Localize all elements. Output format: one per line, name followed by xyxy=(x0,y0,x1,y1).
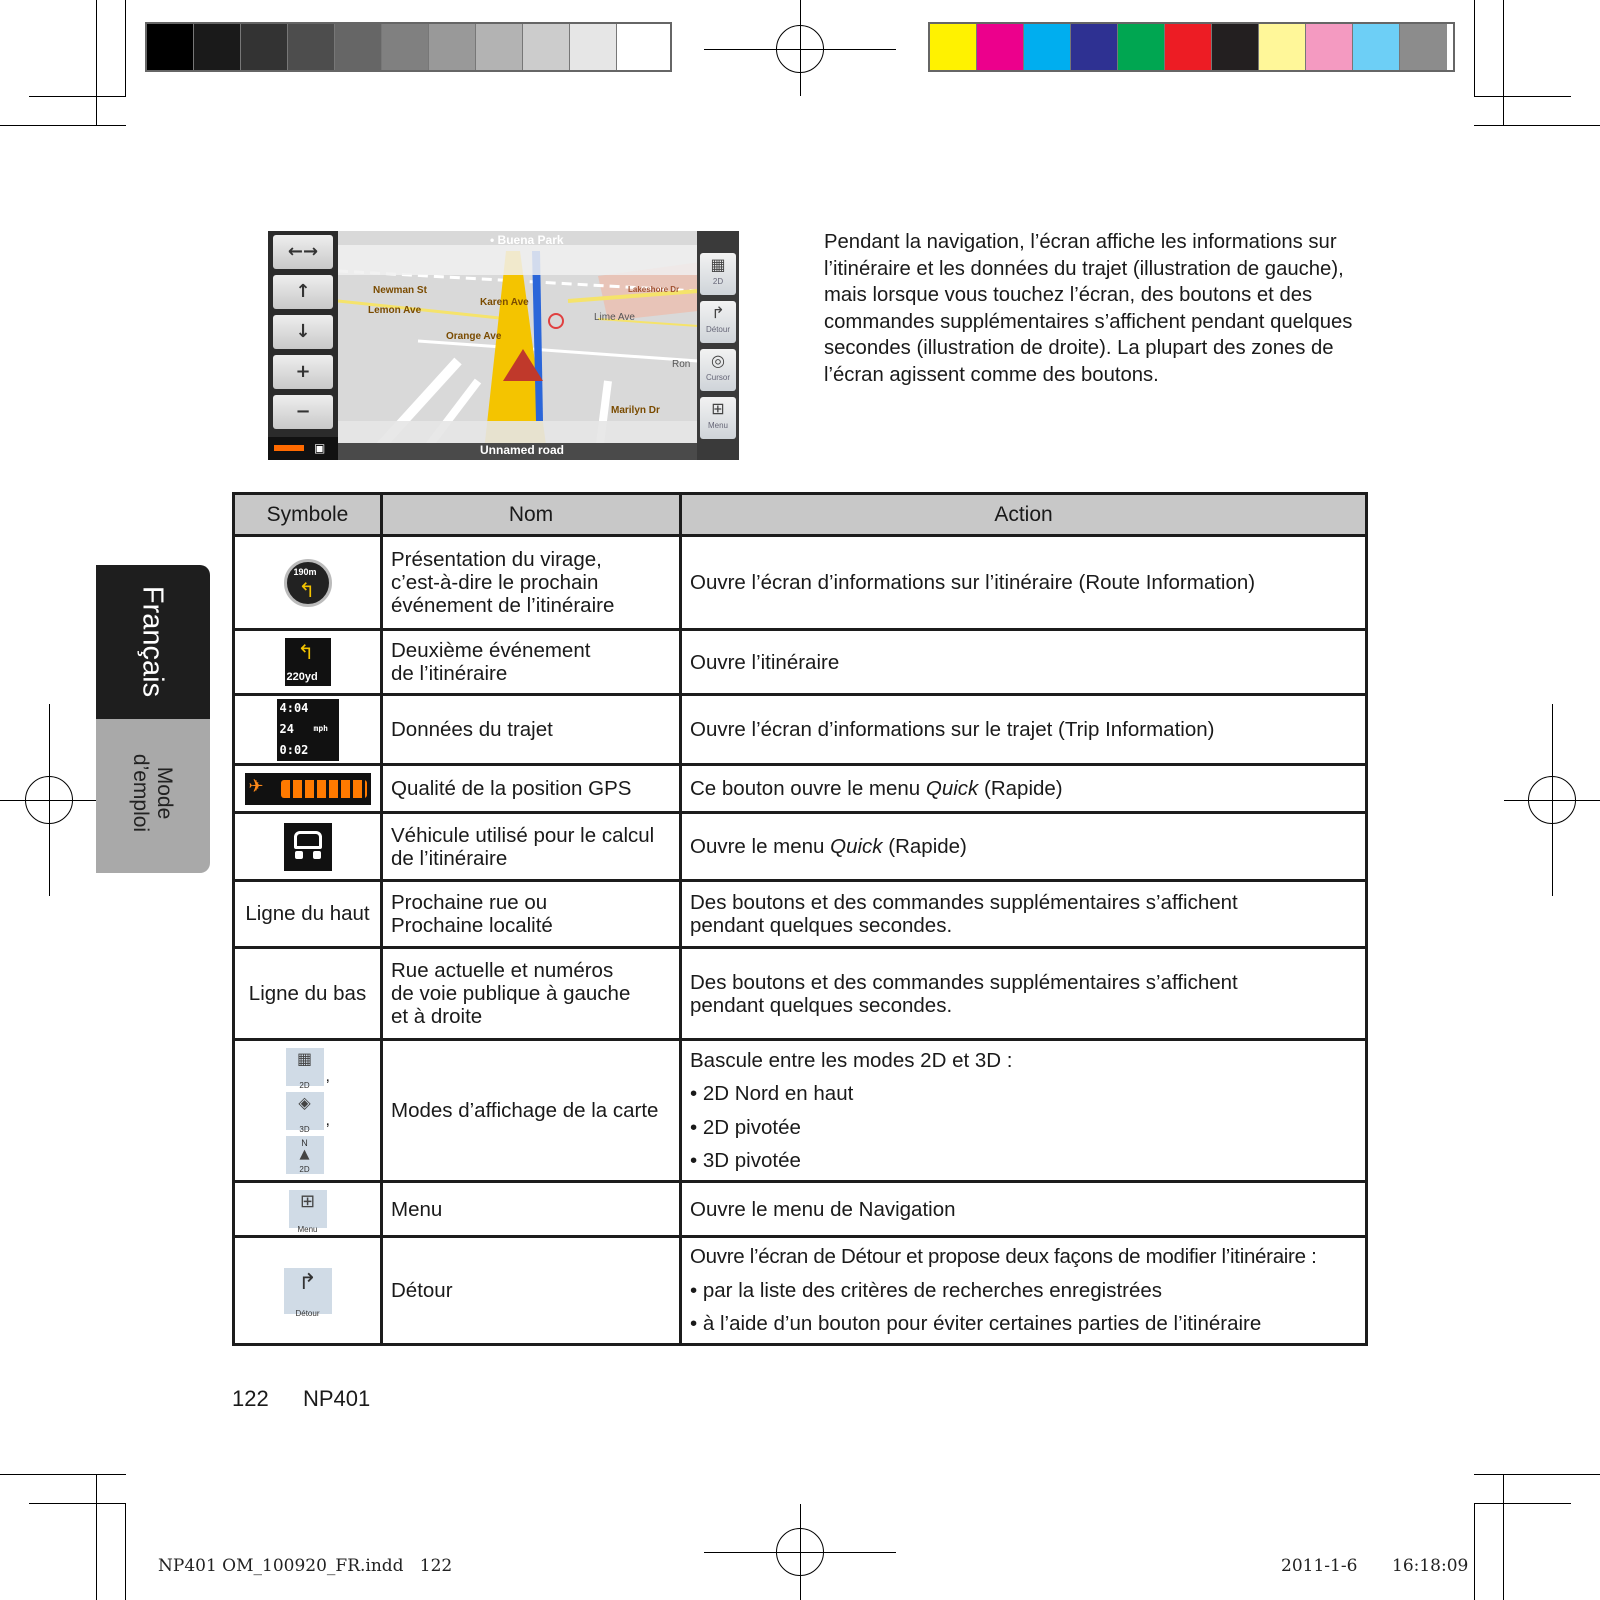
header-action: Action xyxy=(681,494,1367,536)
detour-button[interactable] xyxy=(700,301,736,343)
action-line: • 2D pivotée xyxy=(690,1115,801,1139)
action-cell xyxy=(681,536,1367,630)
crop-mark xyxy=(1503,0,1504,125)
crop-mark xyxy=(1474,1503,1475,1600)
pan-button[interactable]: ←→ xyxy=(273,235,333,269)
top-street-label: • Buena Park xyxy=(490,233,564,247)
action-line: • 2D Nord en haut xyxy=(690,1082,854,1105)
section-tab-line2: d’emploi xyxy=(129,753,152,833)
slug-file: NP401 OM_100920_FR.indd 122 xyxy=(158,1556,453,1576)
action-text: Ce bouton ouvre le menu xyxy=(690,777,926,800)
north-label: N xyxy=(301,1137,308,1148)
color-swatch xyxy=(241,24,288,70)
name-line: de voie publique à gauche xyxy=(391,982,631,1005)
action-line: • 3D pivotée xyxy=(690,1149,801,1172)
street-label: Lemon Ave xyxy=(368,305,422,316)
header-name: Nom xyxy=(382,494,681,536)
zoom-out-button[interactable]: − xyxy=(273,395,333,429)
symbol-cell: Ligne du bas xyxy=(234,948,382,1040)
table-row xyxy=(234,630,1367,695)
action-cell xyxy=(681,765,1367,813)
name-cell xyxy=(382,1040,681,1182)
street-label: Lakeshore Dr xyxy=(628,285,680,294)
turn-arrow-icon: ↰ xyxy=(298,577,316,602)
name-line: et à droite xyxy=(391,1005,483,1028)
street-label: Lime Ave xyxy=(594,312,635,323)
action-line: • à l’aide d’un bouton pour éviter certaines parties de l’itinéraire xyxy=(690,1312,1262,1336)
name-line: de l’itinéraire xyxy=(391,662,508,685)
trip-time-text: 4:04 xyxy=(279,700,309,715)
name-line: Détour xyxy=(391,1279,453,1302)
intro-paragraph: Pendant la navigation, l’écran affiche les informations sur l’itinéraire et les données du trajet (illustration de gauche), mais lorsque vous touchez l’écran, des boutons et des commandes supplémentaires s’affichent pendant quelques secondes (illustration de droite). La plupart des zones de l’écran agissent comme des boutons. xyxy=(824,231,1353,386)
crop-mark xyxy=(1474,0,1475,97)
name-line: événement de l’itinéraire xyxy=(391,594,615,617)
table-row xyxy=(234,1182,1367,1237)
map-2d-icon xyxy=(286,1048,324,1090)
name-line: Rue actuelle et numéros xyxy=(391,959,614,982)
mode-label: 2D xyxy=(299,1164,310,1174)
crop-mark xyxy=(29,1503,126,1504)
grayscale-color-bar xyxy=(145,22,672,72)
color-swatch xyxy=(382,24,429,70)
detour-icon-label: Détour xyxy=(295,1308,320,1318)
crop-mark xyxy=(29,96,126,97)
name-line: Prochaine rue ou xyxy=(391,891,548,914)
model-name: NP401 xyxy=(303,1386,371,1411)
action-line: pendant quelques secondes. xyxy=(690,914,953,937)
action-cell xyxy=(681,813,1367,881)
name-line: Qualité de la position GPS xyxy=(391,777,632,800)
name-cell xyxy=(382,813,681,881)
registration-line xyxy=(800,0,801,96)
mode-label: 2D xyxy=(299,1080,310,1090)
separator-comma: , xyxy=(325,1111,330,1129)
action-cell xyxy=(681,881,1367,948)
table-row xyxy=(234,536,1367,630)
name-cell xyxy=(382,1237,681,1345)
trip-duration-text: 0:02 xyxy=(279,742,309,757)
action-cell xyxy=(681,1182,1367,1237)
registration-line xyxy=(800,1504,801,1600)
action-text: (Rapide) xyxy=(978,777,1063,800)
name-line: c’est-à-dire le prochain xyxy=(391,571,599,594)
symbol-cell xyxy=(234,1040,382,1182)
table-row xyxy=(234,813,1367,881)
name-line: Véhicule utilisé pour le calcul xyxy=(391,823,655,847)
color-swatch xyxy=(1165,24,1212,70)
action-line: Ouvre l’écran de Détour et propose deux façons de modifier l’itinéraire : xyxy=(690,1245,1317,1269)
crop-mark xyxy=(0,1474,126,1475)
menu-icon: ⊞ xyxy=(711,399,725,418)
mode-label: 3D xyxy=(299,1124,310,1134)
crop-mark xyxy=(1474,96,1571,97)
section-tab-label xyxy=(128,723,176,863)
color-swatch xyxy=(1118,24,1165,70)
name-line: Prochaine localité xyxy=(391,914,553,937)
button-label: 2D xyxy=(712,277,724,286)
crop-mark xyxy=(1474,1503,1571,1504)
registration-line xyxy=(0,800,96,801)
menu-icon xyxy=(289,1190,327,1234)
language-tab[interactable] xyxy=(96,565,210,719)
table-row xyxy=(234,765,1367,813)
street-label: Karen Ave xyxy=(480,297,529,308)
color-swatch xyxy=(288,24,335,70)
color-swatch xyxy=(1400,24,1447,70)
turn-preview-icon xyxy=(284,559,332,607)
name-line: Présentation du virage, xyxy=(391,548,602,571)
crop-mark xyxy=(96,0,97,125)
street-label: Newman St xyxy=(373,285,427,296)
table-row xyxy=(234,1237,1367,1345)
name-cell xyxy=(382,881,681,948)
action-text: (Rapide) xyxy=(882,835,967,858)
left-button-panel xyxy=(268,231,338,460)
turn-arrow-icon: ↰ xyxy=(297,640,315,664)
action-line: Ouvre l’itinéraire xyxy=(690,650,840,674)
action-line: pendant quelques secondes. xyxy=(690,993,953,1017)
name-line: Menu xyxy=(391,1197,443,1221)
slug-date: 2011-1-6 xyxy=(1281,1556,1358,1576)
crop-mark xyxy=(125,0,126,97)
action-emphasis: Quick xyxy=(830,835,883,858)
name-cell xyxy=(382,948,681,1040)
perspective-grid-icon: ◈ xyxy=(298,1092,311,1112)
gps-quality-icon xyxy=(274,445,304,451)
name-line: Deuxième événement xyxy=(391,639,591,662)
action-line: Bascule entre les modes 2D et 3D : xyxy=(690,1048,1013,1072)
trip-unit-text: mph xyxy=(313,723,328,733)
grid-icon: ▦ xyxy=(296,1048,313,1068)
table-row xyxy=(234,948,1367,1040)
menu-icon-label: Menu xyxy=(297,1225,318,1234)
symbol-cell xyxy=(234,1182,382,1237)
trip-speed-text: 24 xyxy=(279,721,294,736)
button-label: Détour xyxy=(705,325,730,334)
action-line: Des boutons et des commandes supplémentaires s’affichent xyxy=(690,891,1238,914)
button-label: Menu xyxy=(707,421,728,430)
table-header-row xyxy=(234,494,1367,536)
crop-mark xyxy=(96,1474,97,1600)
color-swatch xyxy=(930,24,977,70)
color-swatch xyxy=(1353,24,1400,70)
table-row xyxy=(234,695,1367,765)
detour-icon xyxy=(284,1268,332,1318)
color-swatch xyxy=(194,24,241,70)
name-cell xyxy=(382,695,681,765)
color-swatch xyxy=(147,24,194,70)
event-distance-text: 220yd xyxy=(286,671,318,683)
registration-line xyxy=(1552,704,1553,896)
map-background xyxy=(268,231,739,460)
header-symbol: Symbole xyxy=(234,494,382,536)
tilt-down-button[interactable]: ↓ xyxy=(273,315,333,349)
north-arrow-icon: ▲ xyxy=(299,1146,310,1162)
action-line: Ouvre l’écran d’informations sur le trajet (Trip Information) xyxy=(690,718,1215,741)
color-swatch xyxy=(476,24,523,70)
registration-line xyxy=(49,704,50,896)
color-swatch xyxy=(1212,24,1259,70)
name-line: Modes d’affichage de la carte xyxy=(391,1099,659,1122)
action-line: Ouvre le menu de Navigation xyxy=(690,1197,956,1221)
street-label: Marilyn Dr xyxy=(611,405,660,416)
color-swatch xyxy=(1071,24,1118,70)
symbol-cell xyxy=(234,1237,382,1345)
turn-distance-text: 190m xyxy=(293,566,317,577)
gps-vehicle-strip[interactable] xyxy=(268,437,338,460)
grid-icon: ▦ xyxy=(710,255,726,274)
slug-time: 16:18:09 xyxy=(1392,1556,1469,1576)
symbol-cell xyxy=(234,695,382,765)
crop-mark xyxy=(0,125,126,126)
symbol-cell xyxy=(234,813,382,881)
action-cell xyxy=(681,1040,1367,1182)
color-swatch xyxy=(977,24,1024,70)
right-button-panel xyxy=(697,231,739,460)
color-swatch xyxy=(1306,24,1353,70)
color-swatch xyxy=(1259,24,1306,70)
name-cell xyxy=(382,765,681,813)
symbol-cell xyxy=(234,536,382,630)
car-wheel xyxy=(313,851,321,859)
name-cell xyxy=(382,536,681,630)
vehicle-icon: ▣ xyxy=(314,441,326,455)
name-line: de l’itinéraire xyxy=(391,846,508,870)
menu-button[interactable] xyxy=(700,397,736,439)
table-row xyxy=(234,1040,1367,1182)
color-swatch xyxy=(335,24,382,70)
tilt-up-button[interactable]: ↑ xyxy=(273,275,333,309)
crop-mark xyxy=(1474,125,1600,126)
bottom-street-label: Unnamed road xyxy=(480,443,565,457)
color-swatch xyxy=(570,24,617,70)
crop-mark xyxy=(125,1503,126,1600)
name-cell xyxy=(382,1182,681,1237)
map-mode-icons xyxy=(278,1046,338,1176)
gps-quality-icon xyxy=(245,773,371,805)
action-cell xyxy=(681,630,1367,695)
separator-comma: , xyxy=(325,1067,330,1085)
cursor-button[interactable] xyxy=(700,349,736,391)
name-cell xyxy=(382,630,681,695)
action-line xyxy=(690,777,1357,800)
action-cell xyxy=(681,948,1367,1040)
action-text: Ouvre le menu xyxy=(690,835,831,858)
map-3d-icon xyxy=(286,1092,324,1134)
trip-data-icon xyxy=(277,699,339,761)
car-icon xyxy=(294,831,322,849)
satellite-icon: ✈ xyxy=(248,775,264,797)
name-line: Données du trajet xyxy=(391,718,553,741)
action-line: • par la liste des critères de recherches enregistrées xyxy=(690,1278,1163,1302)
color-swatch xyxy=(429,24,476,70)
color-swatch xyxy=(617,24,664,70)
button-label: Cursor xyxy=(705,373,730,382)
section-tab[interactable] xyxy=(96,719,210,873)
table-row xyxy=(234,881,1367,948)
cursor-icon: ◎ xyxy=(711,351,725,370)
process-color-bar xyxy=(928,22,1455,72)
map-north-icon xyxy=(286,1136,324,1174)
action-cell xyxy=(681,1237,1367,1345)
street-label: Orange Ave xyxy=(446,331,502,342)
symbol-cell xyxy=(234,765,382,813)
zoom-in-button[interactable]: + xyxy=(273,355,333,389)
detour-icon: ↱ xyxy=(711,303,725,322)
map-mode-button[interactable] xyxy=(700,253,736,295)
action-cell xyxy=(681,695,1367,765)
language-tab-label: Français xyxy=(136,585,169,698)
symbol-cell xyxy=(234,630,382,695)
action-line: Ouvre l’écran d’informations sur l’itinéraire (Route Information) xyxy=(690,571,1256,594)
menu-grid-icon: ⊞ xyxy=(299,1191,316,1212)
color-swatch xyxy=(1024,24,1071,70)
vehicle-icon xyxy=(284,823,332,871)
second-event-icon xyxy=(285,638,331,686)
color-swatch xyxy=(523,24,570,70)
signal-bars xyxy=(281,780,367,798)
crop-mark xyxy=(1474,1474,1600,1475)
street-label: Ron xyxy=(672,359,691,370)
navigation-screenshot xyxy=(268,231,739,460)
crop-mark xyxy=(1503,1474,1504,1600)
action-emphasis: Quick xyxy=(925,777,979,800)
car-wheel xyxy=(295,851,303,859)
section-tab-line1: Mode xyxy=(153,766,176,820)
page-number: 122 xyxy=(232,1386,269,1411)
detour-arrow-icon: ↱ xyxy=(298,1269,317,1295)
action-line xyxy=(690,835,1357,858)
action-line: Des boutons et des commandes supplémentaires s’affichent xyxy=(690,970,1238,994)
symbol-cell: Ligne du haut xyxy=(234,881,382,948)
symbol-table xyxy=(232,492,1368,1346)
